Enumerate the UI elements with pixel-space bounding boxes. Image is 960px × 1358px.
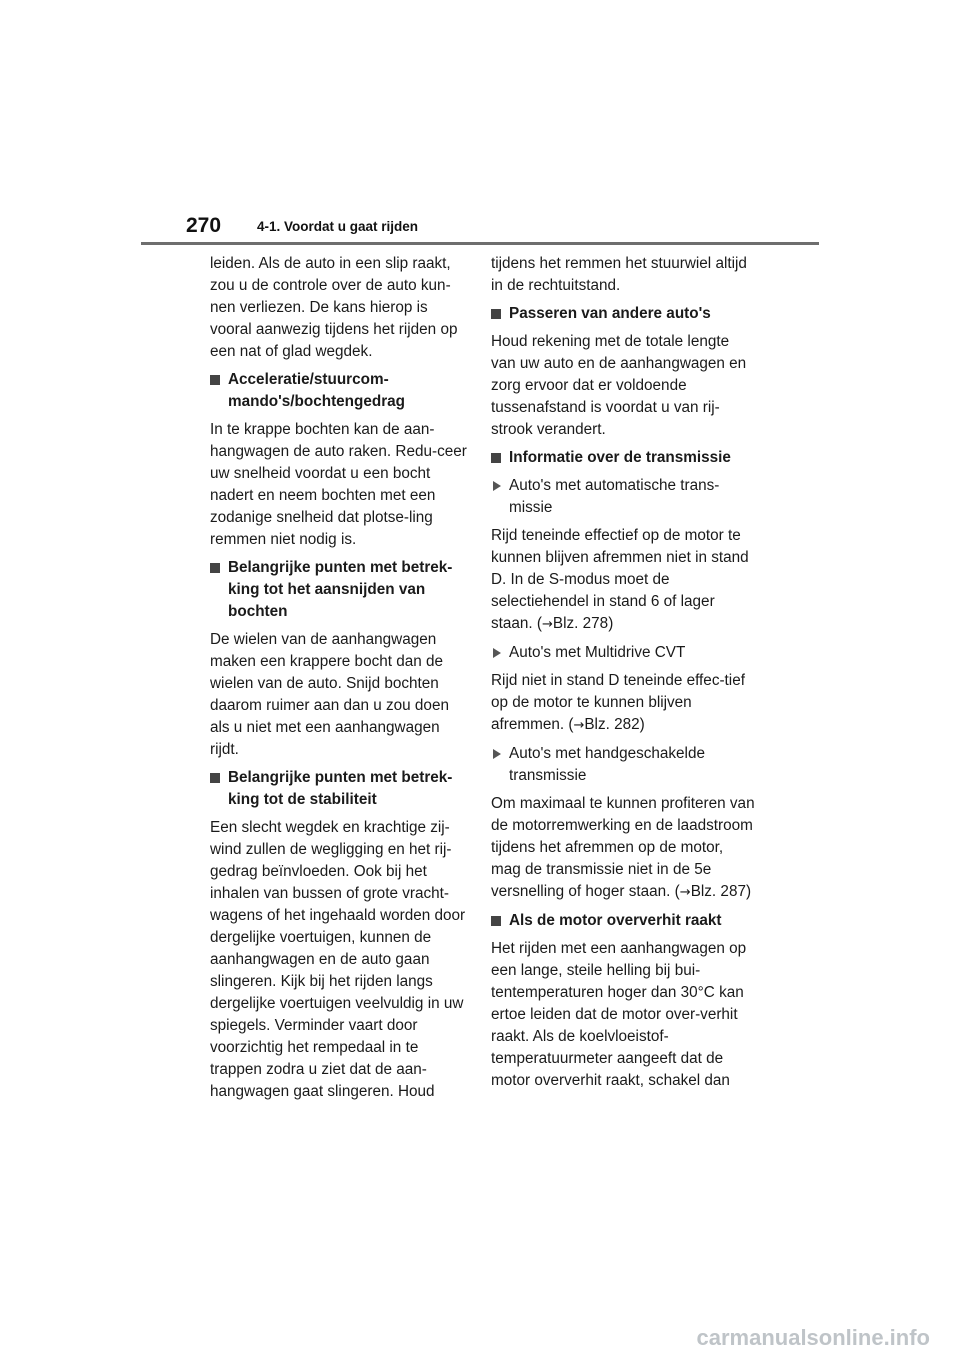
- heading-text: Belangrijke punten met betrek-king tot het aansnijden van bochten: [228, 559, 453, 620]
- square-bullet-icon: [491, 309, 501, 319]
- section-heading: [210, 369, 468, 413]
- paragraph: leiden. Als de auto in een slip raakt, zou u de controle over de auto kun-nen verliezen. De kans hierop is vooral aanwezig tijdens het rijden op een nat of glad wegdek.: [210, 255, 458, 360]
- square-bullet-icon: [210, 375, 220, 385]
- paragraph-text: Rijd teneinde effectief op de motor te kunnen blijven afremmen niet in stand D. In de S-modus moet de selectiehendel in stand 6 of lager staan. (: [491, 527, 749, 632]
- section-title: 4-1. Voordat u gaat rijden: [257, 219, 419, 234]
- page-number: 270: [186, 214, 222, 237]
- section-heading: [491, 447, 755, 469]
- paragraph: [491, 525, 755, 636]
- paragraph: Houd rekening met de totale lengte van uw auto en de aanhangwagen en zorg ervoor dat er voldoende tussenafstand is voordat u van rij-strook verandert.: [491, 333, 747, 438]
- header-rule: [141, 242, 819, 245]
- page-reference-link[interactable]: Blz. 282): [584, 716, 645, 733]
- arrow-right-icon: →: [573, 718, 585, 733]
- page-reference-link[interactable]: Blz. 287): [690, 883, 752, 900]
- subheading: [491, 743, 755, 787]
- paragraph: In te krappe bochten kan de aan-hangwagen de auto raken. Redu-ceer uw snelheid voordat u een bocht nadert en neem bochten met een zodanige snelheid dat plotse-ling remmen niet nodig is.: [210, 421, 467, 548]
- heading-text: Als de motor oververhit raakt: [509, 912, 722, 929]
- subheading-text: Auto's met automatische trans-missie: [509, 477, 720, 516]
- paragraph: [491, 793, 755, 904]
- section-heading: [491, 910, 755, 932]
- subheading: [491, 475, 755, 519]
- heading-text: Informatie over de transmissie: [509, 449, 731, 466]
- square-bullet-icon: [491, 453, 501, 463]
- arrow-right-icon: →: [679, 885, 691, 900]
- arrow-right-icon: →: [542, 617, 553, 632]
- triangle-bullet-icon: [493, 648, 501, 658]
- paragraph: tijdens het remmen het stuurwiel altijd in de rechtuitstand.: [491, 255, 747, 294]
- triangle-bullet-icon: [493, 481, 501, 491]
- heading-text: Belangrijke punten met betrek-king tot de stabiliteit: [228, 769, 453, 808]
- paragraph: [491, 670, 755, 737]
- subheading: [491, 642, 755, 664]
- section-heading: [210, 557, 468, 623]
- paragraph-text: Om maximaal te kunnen profiteren van de motorremwerking en de laadstroom tijdens het afremmen op de motor, mag de transmissie niet in de 5e versnelling of hoger staan. (: [491, 795, 755, 900]
- paragraph-text: Rijd niet in stand D teneinde effec-tief op de motor te kunnen blijven afremmen. (: [491, 672, 745, 733]
- square-bullet-icon: [210, 563, 220, 573]
- triangle-bullet-icon: [493, 749, 501, 759]
- square-bullet-icon: [491, 916, 501, 926]
- section-heading: [491, 303, 755, 325]
- right-column: [491, 253, 755, 1098]
- subheading-text: Auto's met handgeschakelde transmissie: [509, 745, 705, 784]
- left-column: [210, 253, 468, 1109]
- subheading-text: Auto's met Multidrive CVT: [509, 644, 686, 661]
- paragraph: Het rijden met een aanhangwagen op een lange, steile helling bij bui-tentemperaturen hoger dan 30°C kan ertoe leiden dat de motor over-verhit raakt. Als de koelvloeistof-temperatuurmeter aangeeft dat de motor oververhit raakt, schakel dan: [491, 940, 747, 1089]
- heading-text: Passeren van andere auto's: [509, 305, 711, 322]
- square-bullet-icon: [210, 773, 220, 783]
- watermark: carmanualsonline.info: [696, 1325, 930, 1350]
- page-reference-link[interactable]: Blz. 278): [552, 615, 614, 632]
- paragraph: De wielen van de aanhangwagen maken een krappere bocht dan de wielen van de auto. Snijd bochten daarom ruimer aan dan u zou doen als u niet met een aanhangwagen rijdt.: [210, 631, 449, 758]
- heading-text: Acceleratie/stuurcom-mando's/bochtengedrag: [228, 371, 406, 410]
- section-heading: [210, 767, 468, 811]
- paragraph: Een slecht wegdek en krachtige zij-wind zullen de wegligging en het rij-gedrag beïnvloeden. Ook bij het inhalen van bussen of grote vracht-wagens of het ingehaald worden door dergelijke voertuigen, kunnen de aanhangwagen en de auto gaan slingeren. Kijk bij het rijden langs dergelijke voertuigen veelvuldig in uw spiegels. Verminder vaart door voorzichtig het rempedaal in te trappen zodra u ziet dat de aan-hangwagen gaat slingeren. Houd: [210, 819, 466, 1100]
